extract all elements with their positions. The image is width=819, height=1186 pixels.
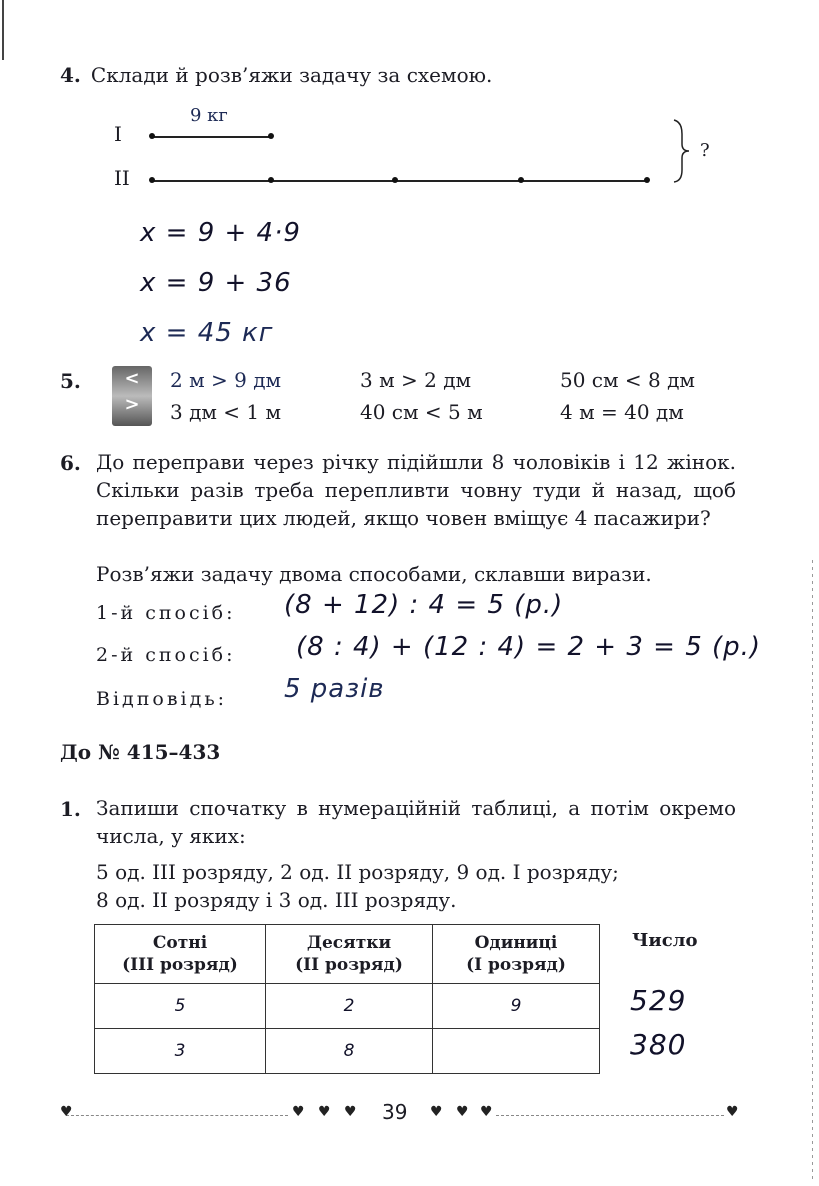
- scheme-point: [149, 177, 155, 183]
- table-header: [95, 925, 266, 984]
- greater-than-glyph: >: [124, 394, 140, 415]
- header-line: Одиниці: [474, 933, 558, 953]
- scheme-row-2-label: II: [114, 166, 130, 190]
- task-5-number: [60, 368, 91, 394]
- number-column-header: Число: [632, 930, 698, 951]
- method-1-label: 1-й спосіб:: [96, 602, 236, 624]
- task-6-instruction: Розв’яжи задачу двома способами, склавши вирази.: [96, 562, 652, 586]
- method-1-answer: (8 + 12) : 4 = 5 (р.): [284, 590, 564, 620]
- task-1-text: Запиши спочатку в нумераційній таблиці, а потім окремо числа, у яких:: [96, 796, 736, 848]
- scheme-point: [644, 177, 650, 183]
- table-header-row: [95, 925, 600, 984]
- scheme-segment-2: [152, 180, 648, 182]
- heart-ornament-icon: ♥: [60, 1104, 73, 1120]
- comparison: 2 м > 9 дм: [170, 368, 282, 392]
- heart-ornament-icon: ♥: [318, 1104, 331, 1120]
- scheme-weight-label: 9 кг: [190, 105, 228, 126]
- header-line: (III розряд): [122, 955, 238, 975]
- header-line: (II розряд): [295, 955, 403, 975]
- handwritten-equation: x = 45 кг: [140, 318, 274, 348]
- header-line: (I розряд): [466, 955, 566, 975]
- table-row: [95, 1029, 600, 1074]
- section-heading: До № 415–433: [60, 740, 221, 764]
- handwritten-equation: x = 9 + 36: [140, 268, 292, 298]
- task-1-line-2: 8 од. II розряду і 3 од. III розряду.: [96, 888, 457, 912]
- task-number: 4.: [60, 63, 81, 87]
- method-2-answer: (8 : 4) + (12 : 4) = 2 + 3 = 5 (р.): [296, 632, 762, 662]
- numeration-table: [94, 924, 600, 1074]
- task-6-number: [60, 450, 91, 476]
- scan-edge: [812, 560, 813, 1180]
- comparison: 50 см < 8 дм: [560, 368, 695, 392]
- scheme-point: [268, 177, 274, 183]
- task-4-title: [60, 62, 492, 88]
- task-text: Склади й розв’яжи задачу за схемою.: [90, 63, 493, 87]
- scheme-segment-1: [152, 136, 271, 138]
- scheme-point: [149, 133, 155, 139]
- comparison: 3 дм < 1 м: [170, 400, 282, 424]
- heart-ornament-icon: ♥: [344, 1104, 357, 1120]
- answer-text: 5 разів: [284, 674, 385, 704]
- task-number: 1.: [60, 797, 81, 821]
- heart-ornament-icon: ♥: [726, 1104, 739, 1120]
- method-2-label: 2-й спосіб:: [96, 644, 236, 666]
- table-cell: 9: [433, 984, 600, 1029]
- scheme-question: ?: [700, 140, 710, 161]
- header-line: Сотні: [152, 933, 208, 953]
- task-number: 5.: [60, 369, 81, 393]
- comparison: 4 м = 40 дм: [560, 400, 684, 424]
- table-header: [266, 925, 433, 984]
- table-cell: 3: [95, 1029, 266, 1074]
- compare-signs-icon: [112, 366, 152, 426]
- brace-icon: [672, 118, 692, 184]
- scheme-point: [518, 177, 524, 183]
- table-cell: 2: [266, 984, 433, 1029]
- number-value: 380: [630, 1028, 687, 1061]
- table-cell: 5: [95, 984, 266, 1029]
- task-1-number: [60, 796, 91, 822]
- table-cell: [433, 1029, 600, 1074]
- task-1-line-1: 5 од. III розряду, 2 од. II розряду, 9 од. I розряду;: [96, 860, 619, 884]
- heart-ornament-icon: ♥: [292, 1104, 305, 1120]
- answer-label: Відповідь:: [96, 688, 228, 710]
- header-line: Десятки: [306, 933, 392, 953]
- scheme-point: [268, 133, 274, 139]
- comparison: 3 м > 2 дм: [360, 368, 472, 392]
- table-header: [433, 925, 600, 984]
- page-footer: [60, 1100, 740, 1130]
- number-value: 529: [630, 984, 687, 1017]
- footer-divider: [66, 1115, 288, 1117]
- scheme-row-1-label: I: [114, 122, 122, 146]
- task-number: 6.: [60, 451, 81, 475]
- table-cell: 8: [266, 1029, 433, 1074]
- less-than-glyph: <: [124, 368, 140, 389]
- page-number: 39: [382, 1100, 408, 1124]
- heart-ornament-icon: ♥: [456, 1104, 469, 1120]
- heart-ornament-icon: ♥: [430, 1104, 443, 1120]
- scan-edge: [2, 0, 4, 60]
- scheme-point: [392, 177, 398, 183]
- footer-divider: [496, 1115, 724, 1117]
- handwritten-equation: x = 9 + 4·9: [140, 218, 301, 248]
- heart-ornament-icon: ♥: [480, 1104, 493, 1120]
- task-6-text: До переправи через річку підійшли 8 чоловіків і 12 жінок. Скільки разів треба перепливти човну туди й назад, щоб переправити цих людей, якщо човен вміщує 4 пасажири?: [96, 450, 736, 530]
- table-row: [95, 984, 600, 1029]
- comparison: 40 см < 5 м: [360, 400, 483, 424]
